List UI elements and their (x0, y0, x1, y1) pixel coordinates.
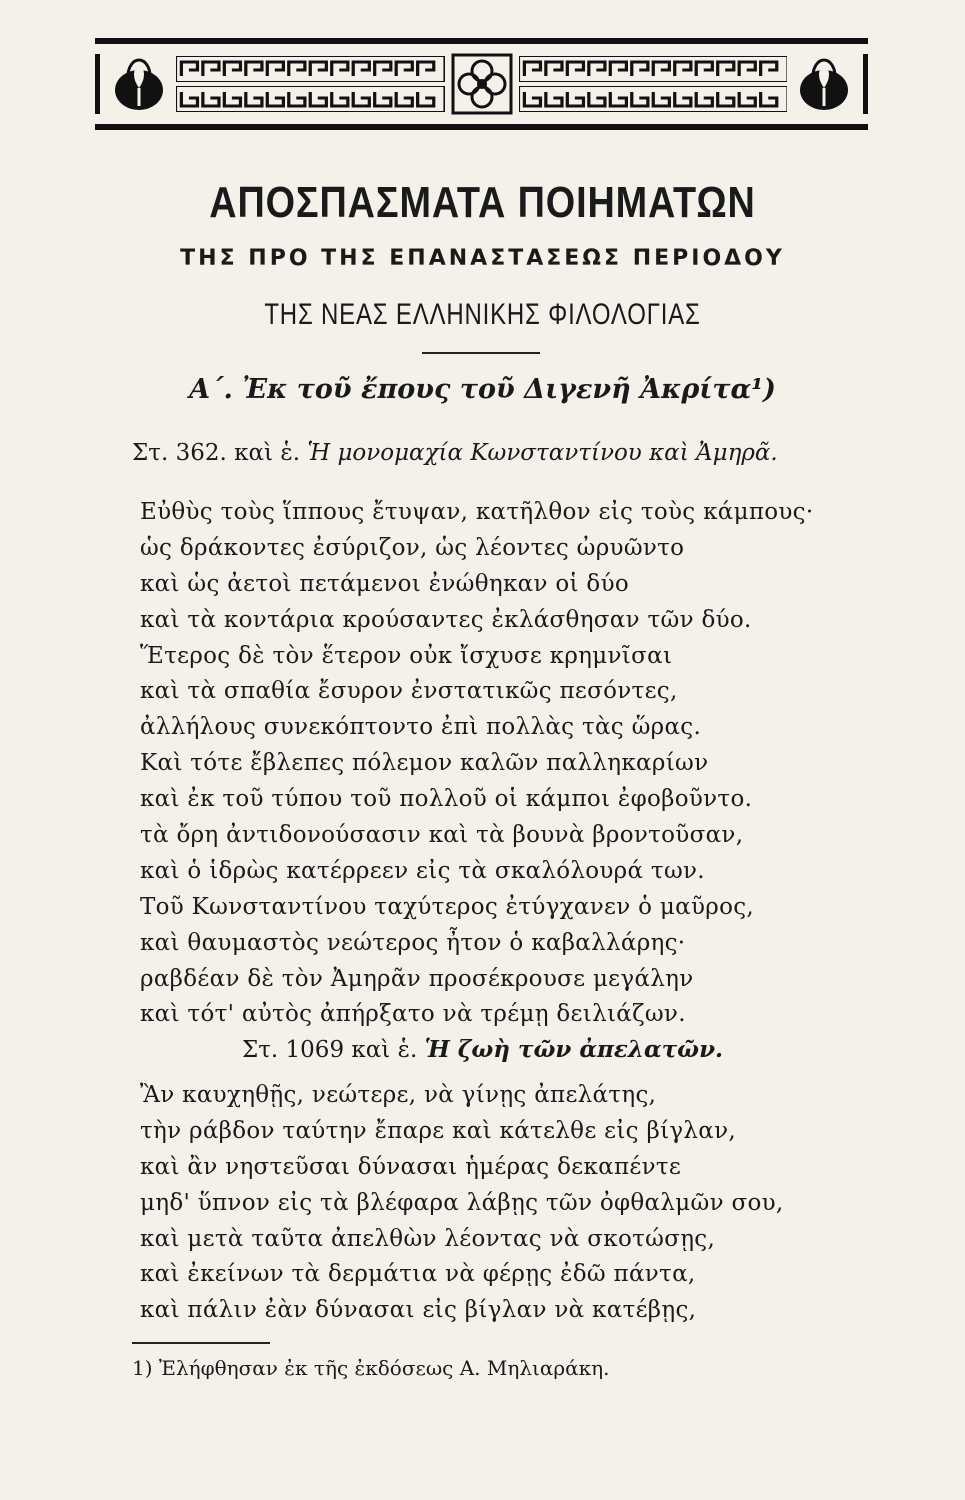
verse-reference-1-title: Ἡ μονομαχία Κωνσταντίνου καὶ Ἀμηρᾶ. (307, 440, 778, 466)
right-flower-ornament-icon (793, 53, 855, 115)
verse-line: καὶ ἂν νηστεῦσαι δύνασαι ἡμέρας δεκαπέντε (140, 1153, 682, 1180)
center-rosette-ornament-icon (451, 53, 513, 115)
verse-reference-2-number: Στ. 1069 καὶ ἑ. (241, 1037, 418, 1063)
verse-line: ἀλλήλους συνεκόπτοντο ἐπὶ πολλὰς τὰς ὥρας. (140, 714, 702, 741)
verse-line: ὡς δράκοντες ἐσύριζον, ὡς λέοντες ὠρυῶντο (140, 534, 685, 561)
verse-line: καὶ ἐκείνων τὰ δερμάτια νὰ φέρῃς ἐδῶ πάντα, (140, 1261, 696, 1288)
verse-line: Τοῦ Κωνσταντίνου ταχύτερος ἐτύγχανεν ὁ μαῦρος, (140, 893, 755, 920)
title-divider (422, 352, 540, 354)
verse-line: καὶ τὰ σπαθία ἔσυρον ἐνστατικῶς πεσόντες, (140, 678, 678, 705)
verse-reference-1-number: Στ. 362. καὶ ἑ. (132, 440, 301, 466)
verse-line: καὶ μετὰ ταῦτα ἀπελθὼν λέοντας νὰ σκοτώσῃς, (140, 1225, 716, 1252)
verse-line: καὶ θαυμαστὸς νεώτερος ἦτον ὁ καβαλλάρης· (140, 929, 686, 956)
footnote: 1) Ἐλήφθησαν ἐκ τῆς ἐκδόσεως Α. Μηλιαράκη. (132, 1356, 610, 1380)
footnote-divider (132, 1342, 270, 1344)
verse-line: Καὶ τότε ἔβλεπες πόλεμον καλῶν παλληκαρίων (140, 750, 709, 777)
verse-reference-1 (132, 440, 778, 466)
verse-block-1 (140, 495, 880, 1033)
verse-line: ραβδέαν δὲ τὸν Ἀμηρᾶν προσέκρουσε μεγάλην (140, 965, 694, 992)
verse-line: τὰ ὄρη ἀντιδονούσασιν καὶ τὰ βουνὰ βροντοῦσαν, (140, 822, 744, 849)
verse-line: τὴν ράβδον ταύτην ἔπαρε καὶ κάτελθε εἰς βίγλαν, (140, 1117, 737, 1144)
verse-line: καὶ πάλιν ἐὰν δύνασαι εἰς βίγλαν νὰ κατέβῃς, (140, 1297, 697, 1324)
verse-line: Ἕτερος δὲ τὸν ἕτερον οὐκ ἴσχυσε κρημνῖσαι (140, 642, 673, 669)
verse-line: καὶ τότ' αὐτὸς ἀπήρξατο νὰ τρέμῃ δειλιάζων. (140, 1001, 686, 1028)
verse-line: Ἂν καυχηθῇς, νεώτερε, νὰ γίνῃς ἀπελάτης, (140, 1082, 657, 1108)
verse-line: καὶ τὰ κοντάρια κρούσαντες ἐκλάσθησαν τῶν δύο. (140, 606, 752, 633)
verse-reference-2-title: Ἡ ζωὴ τῶν ἀπελατῶν. (424, 1036, 724, 1063)
right-meander-pattern (519, 56, 788, 112)
page-title: ΑΠΟΣΠΑΣΜΑΤΑ ΠΟΙΗΜΑΤΩΝ (209, 178, 756, 227)
section-heading: Α΄. Ἐκ τοῦ ἔπους τοῦ Διγενῆ Ἀκρίτα¹) (189, 374, 776, 405)
verse-line: Εὐθὺς τοὺς ἵππους ἔτυψαν, κατῆλθον εἰς τοὺς κάμπους· (140, 499, 814, 525)
subtitle-period: ΤΗΣ ΠΡΟ ΤΗΣ ΕΠΑΝΑΣΤΑΣΕΩΣ ΠΕΡΙΟΔΟΥ (180, 246, 785, 271)
verse-line: καὶ ἐκ τοῦ τύπου τοῦ πολλοῦ οἱ κάμποι ἐφοβοῦντο. (140, 786, 753, 813)
verse-line: καὶ ὁ ἱδρὼς κατέρρεεν εἰς τὰ σκαλόλουρά των. (140, 857, 705, 884)
ornamental-header-band (95, 38, 868, 130)
verse-line: μηδ' ὕπνον εἰς τὰ βλέφαρα λάβῃς τῶν ὀφθαλμῶν σου, (140, 1189, 784, 1216)
subtitle-literature: ΤΗΣ ΝΕΑΣ ΕΛΛΗΝΙΚΗΣ ΦΙΛΟΛΟΓΙΑΣ (264, 298, 701, 331)
left-meander-pattern (176, 56, 445, 112)
verse-block-2 (140, 1078, 880, 1329)
verse-line: καὶ ὡς ἀετοὶ πετάμενοι ἐνώθηκαν οἱ δύο (140, 570, 629, 597)
left-flower-ornament-icon (108, 53, 170, 115)
verse-reference-2 (0, 1036, 965, 1063)
